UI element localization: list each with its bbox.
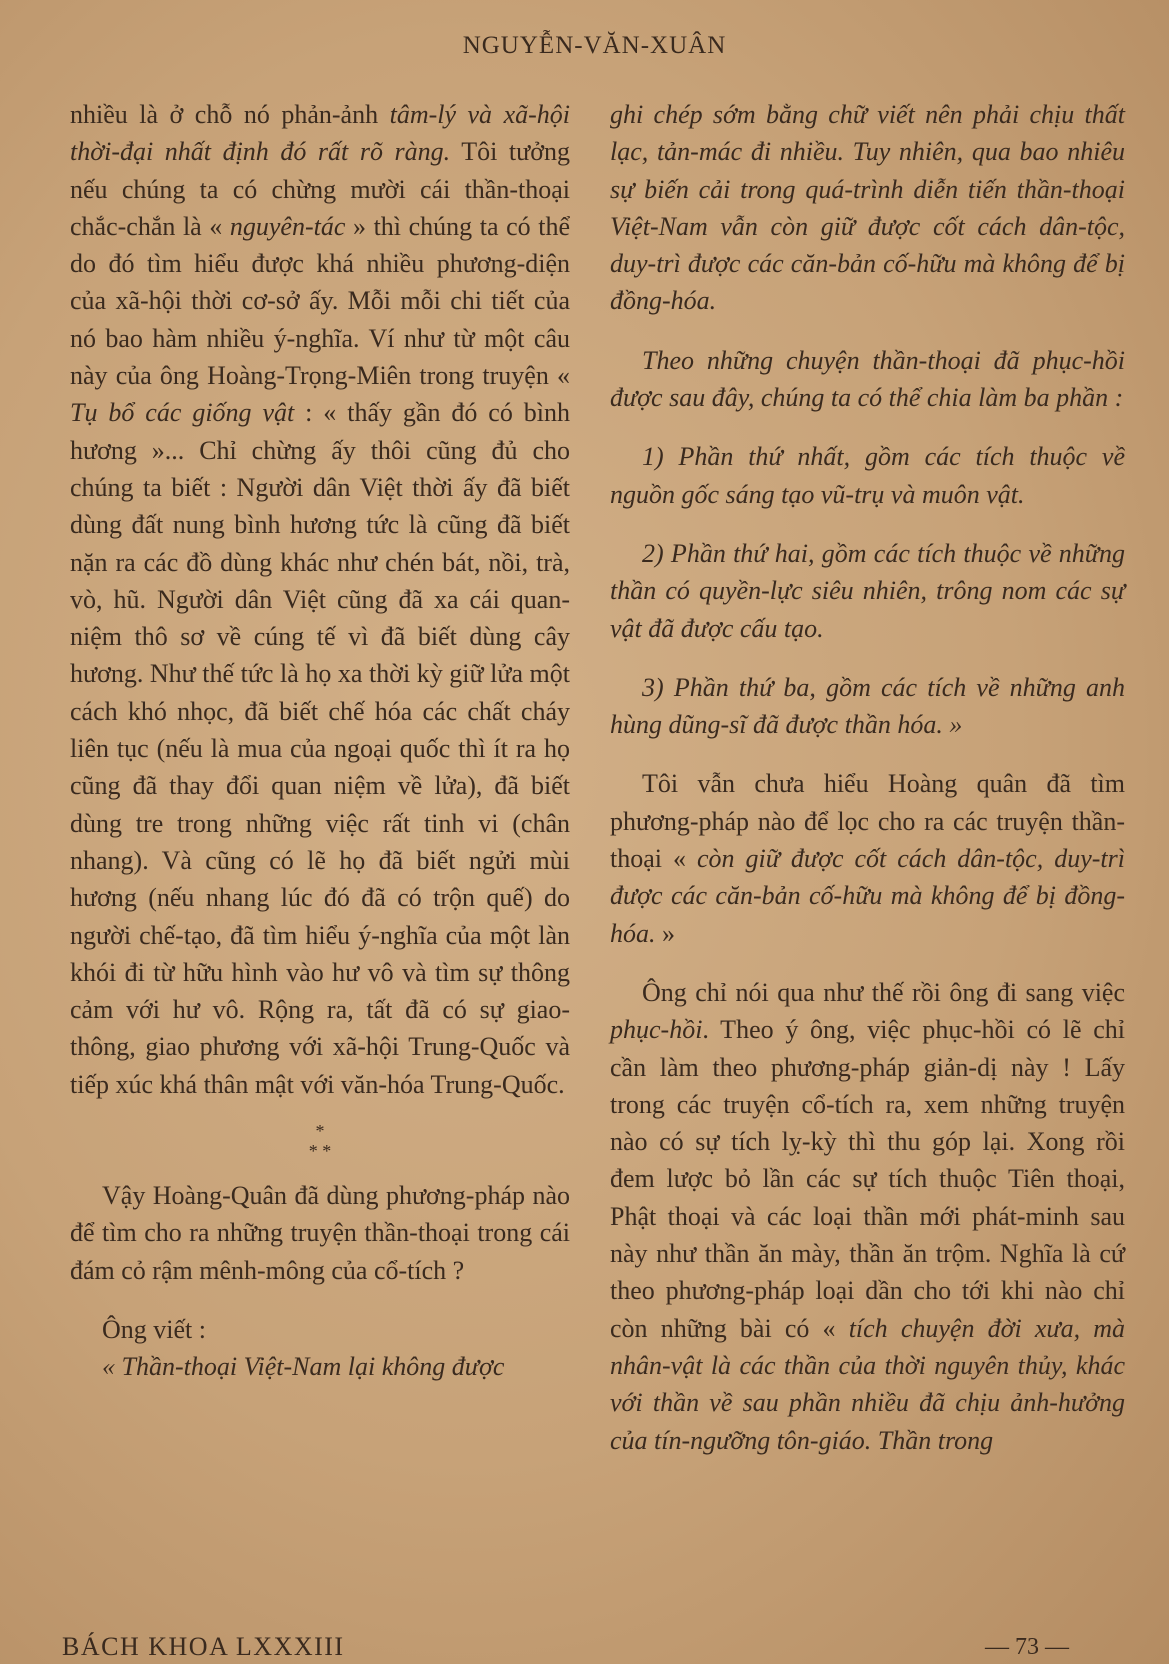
- right-list-item-1: 1) Phần thứ nhất, gồm các tích thuộc về nguồn gốc sáng tạo vũ-trụ và muôn vật.: [610, 442, 1125, 509]
- right-column: [610, 96, 1125, 1459]
- right-paragraph-1: ghi chép sớm bằng chữ viết nên phải chịu thất lạc, tản-mác đi nhiều. Tuy nhiên, qua bao nhiêu sự biến cải trong quá-trình diễn tiến thần-thoại Việt-Nam vẫn còn giữ được cốt cách dân-tộc, duy-trì được các căn-bản cố-hữu mà không để bị đồng-hóa.: [610, 100, 1125, 316]
- right-paragraph-3: Tôi vẫn chưa hiểu Hoàng quân đã tìm phương-pháp nào để lọc cho ra các truyện thần-thoại « còn giữ được cốt cách dân-tộc, duy-trì được các căn-bản cố-hữu mà không để bị đồng-hóa. »: [610, 769, 1125, 948]
- left-column: [70, 96, 570, 1386]
- right-paragraph-2: Theo những chuyện thần-thoại đã phục-hồi được sau đây, chúng ta có thể chia làm ba phần :: [610, 345, 1125, 413]
- divider-star-bottom: * *: [308, 1141, 332, 1162]
- left-paragraph-2: Vậy Hoàng-Quân đã dùng phương-pháp nào để tìm cho ra những truyện thần-thoại trong cái đám cỏ rậm mênh-mông của cổ-tích ?: [70, 1181, 570, 1285]
- right-list-item-3: 3) Phần thứ ba, gồm các tích về những anh hùng dũng-sĩ đã được thần hóa. »: [610, 672, 1125, 740]
- running-header: NGUYỄN-VĂN-XUÂN: [462, 32, 727, 59]
- page-number: — 73 —: [985, 1634, 1069, 1660]
- right-list-item-2: 2) Phần thứ hai, gồm các tích thuộc về những thần có quyền-lực siêu nhiên, trông nom các sự vật đã được cấu tạo.: [610, 538, 1125, 643]
- right-paragraph-4: Ông chỉ nói qua như thế rồi ông đi sang việc phục-hồi. Theo ý ông, việc phục-hồi có lẽ chỉ cần làm theo phương-pháp giản-dị này ! Lấy trong các truyện cổ-tích ra, xem những truyện nào có sự tích lỵ-kỳ thì thu góp lại. Xong rồi đem lược bỏ lần các sự tích thuộc Tiên thoại, Phật thoại và các loại thần mới phát-minh sau này như thần ăn mày, thần ăn trộm. Nghĩa là cứ theo phương-pháp loại dần cho tới khi nào chỉ còn những bài có « tích chuyện đời xưa, mà nhân-vật là các thần của thời nguyên thủy, khác với thần về sau phần nhiều đã chịu ảnh-hưởng của tín-ngưỡng tôn-giáo. Thần trong: [610, 977, 1125, 1455]
- left-paragraph-3: Ông viết :: [102, 1314, 206, 1344]
- section-divider: [70, 1103, 570, 1177]
- divider-star-top: *: [315, 1121, 325, 1142]
- left-quote-start: « Thần-thoại Việt-Nam lại không được: [102, 1352, 505, 1382]
- journal-footer: BÁCH KHOA LXXXIII: [62, 1632, 345, 1661]
- left-paragraph-1: nhiều là ở chỗ nó phản-ảnh tâm-lý và xã-hội thời-đại nhất định đó rất rõ ràng. Tôi tưởng nếu chúng ta có chừng mười cái thần-thoại chắc-chắn là « nguyên-tác » thì chúng ta có thể do đó tìm hiểu được khá nhiều phương-diện của xã-hội thời cơ-sở ấy. Mỗi mỗi chi tiết của nó bao hàm nhiều ý-nghĩa. Ví như từ một câu này của ông Hoàng-Trọng-Miên trong truyện « Tụ bổ các giống vật : « thấy gần đó có bình hương »... Chỉ chừng ấy thôi cũng đủ cho chúng ta biết : Người dân Việt thời ấy đã biết dùng đất nung bình hương tức là cũng đã biết nặn ra các đồ dùng khác như chén bát, nồi, trà, vò, hũ. Người dân Việt cũng đã xa cái quan-niệm thô sơ về cúng tế vì đã biết dùng cây hương. Như thế tức là họ xa thời kỳ giữ lửa một cách khó nhọc, đã biết chế hóa các chất cháy liên tục (nếu là mua của ngoại quốc thì ít ra họ cũng đã thay đổi quan niệm về lửa), đã biết dùng tre trong những việc rất tinh vi (chân nhang). Và cũng có lẽ họ đã biết ngửi mùi hương (nếu nhang lúc đó đã có trộn quế) do người chế-tạo, đã tìm hiểu ý-nghĩa của một làn khói đi từ hữu hình vào hư vô và tìm sự thông cảm với hư vô. Rộng ra, tất đã có sự giao-thông, giao phương với xã-hội Trung-Quốc và tiếp xúc khá thân mật với văn-hóa Trung-Quốc.: [70, 100, 570, 1099]
